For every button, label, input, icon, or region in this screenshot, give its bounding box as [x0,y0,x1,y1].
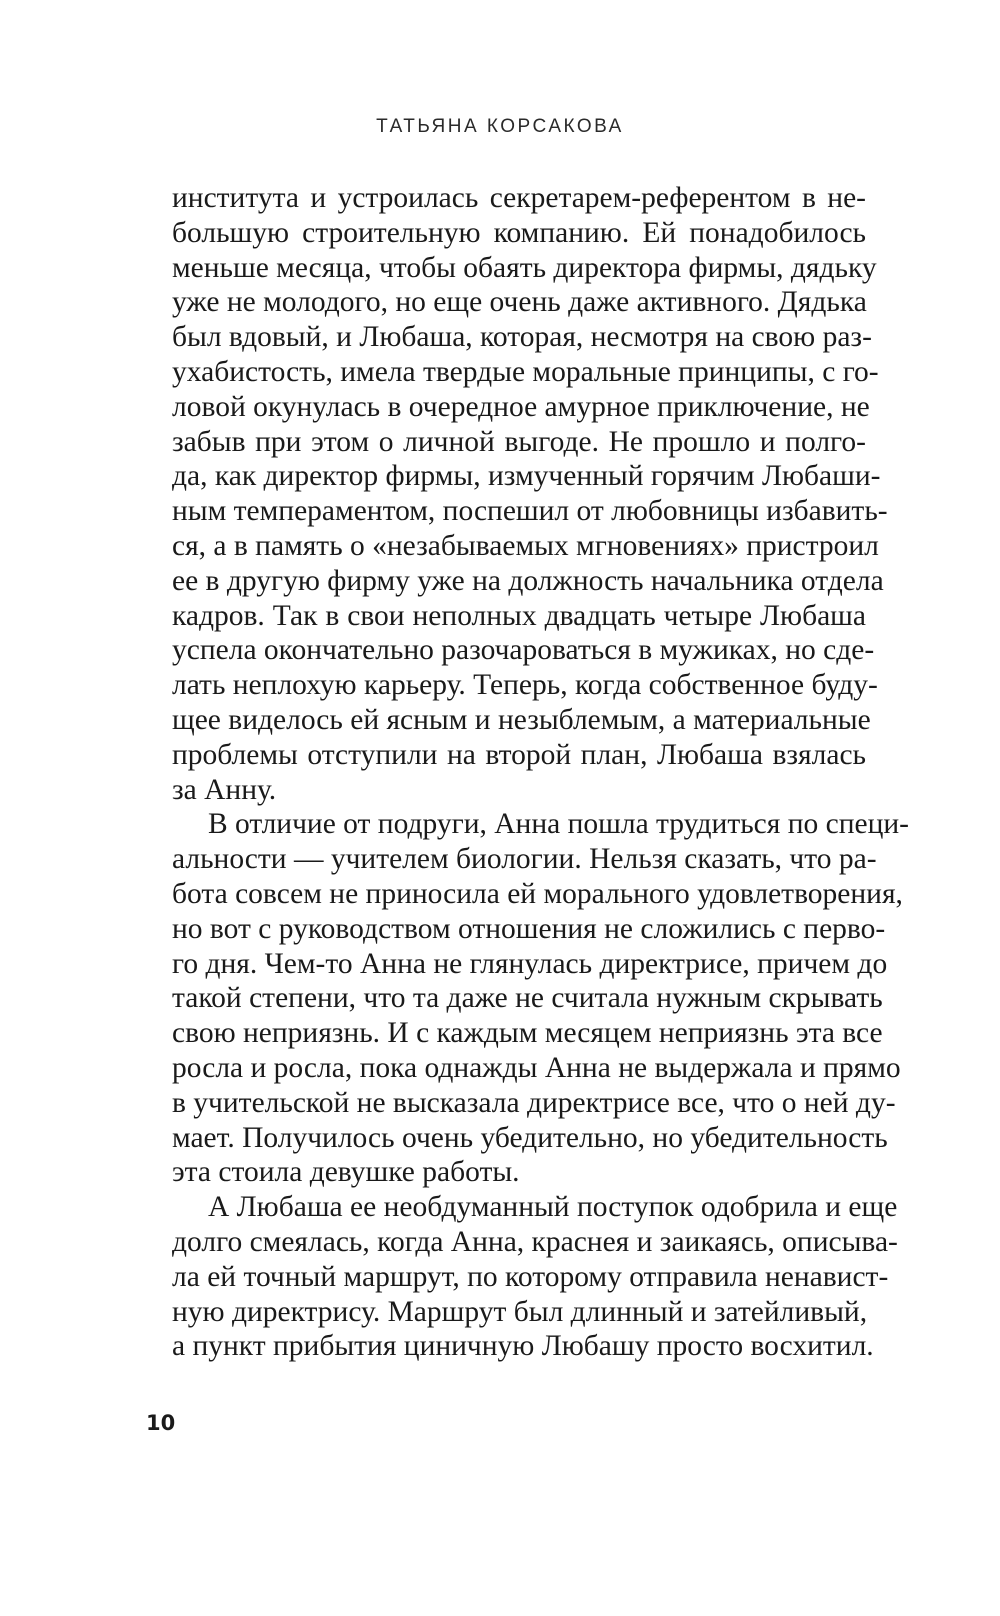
text-line: лать неплохую карьеру. Теперь, когда собственное буду- [172,669,878,702]
text-line: свою неприязнь. И с каждым месяцем неприязнь эта все [172,1017,883,1050]
text-line: да, как директор фирмы, измученный горячим Любаши- [172,460,881,493]
text-line: а пункт прибытия циничную Любашу просто восхитил. [172,1330,874,1363]
text-line: большую строительную компанию. Ей понадобилось [172,216,866,249]
text-line: го дня. Чем-то Анна не глянулась директрисе, причем до [172,947,888,980]
text-line: ухабистость, имела твердые моральные принципы, с го- [172,355,879,388]
text-line: был вдовый, и Любаша, которая, несмотря на свою раз- [172,321,872,354]
text-line: ловой окунулась в очередное амурное приключение, не [172,390,870,423]
text-line: успела окончательно разочароваться в мужиках, но сде- [172,634,875,667]
text-line: ла ей точный маршрут, по которому отправила ненавист- [172,1260,889,1293]
text-line: А Любаша ее необдуманный поступок одобрила и еще [208,1191,898,1224]
text-line: проблемы отступили на второй план, Любаша взялась [172,738,866,771]
text-line: щее виделось ей ясным и незыблемым, а материальные [172,703,871,736]
text-line: бота совсем не приносила ей морального удовлетворения, [172,877,903,910]
text-line: за Анну. [172,773,277,806]
paragraph [172,807,909,1190]
text-line: кадров. Так в свои неполных двадцать четыре Любаша [172,599,866,632]
page-number: 10 [146,1411,176,1435]
text-line: в учительской не высказала директрисе все, что о ней ду- [172,1086,896,1119]
text-line: альности — учителем биологии. Нельзя сказать, что ра- [172,843,877,876]
text-line: такой степени, что та даже не считала нужным скрывать [172,982,883,1015]
body-text [172,181,909,1364]
text-line: ее в другую фирму уже на должность начальника отдела [172,564,884,597]
paragraph [172,1190,898,1364]
running-title: ТАТЬЯНА КОРСАКОВА [376,116,624,137]
text-line: уже не молодого, но еще очень даже активного. Дядька [172,286,867,319]
text-line: но вот с руководством отношения не сложились с перво- [172,912,886,945]
text-line: меньше месяца, чтобы обаять директора фирмы, дядьку [172,251,877,284]
text-line: забыв при этом о личной выгоде. Не прошло и полго- [172,425,866,458]
paragraph [172,181,888,807]
text-line: долго смеялась, когда Анна, краснея и заикаясь, описыва- [172,1225,898,1258]
text-line: В отличие от подруги, Анна пошла трудиться по специ- [208,808,909,841]
text-line: института и устроилась секретарем-референтом в не- [172,182,866,214]
text-line: росла и росла, пока однажды Анна не выдержала и прямо [172,1051,901,1084]
text-line: эта стоила девушке работы. [172,1156,520,1189]
text-line: ную директрису. Маршрут был длинный и затейливый, [172,1295,868,1328]
text-line: ным темпераментом, поспешил от любовницы избавить- [172,495,888,528]
text-line: ся, а в память о «незабываемых мгновениях» пристроил [172,529,879,562]
text-line: мает. Получилось очень убедительно, но убедительность [172,1121,888,1154]
